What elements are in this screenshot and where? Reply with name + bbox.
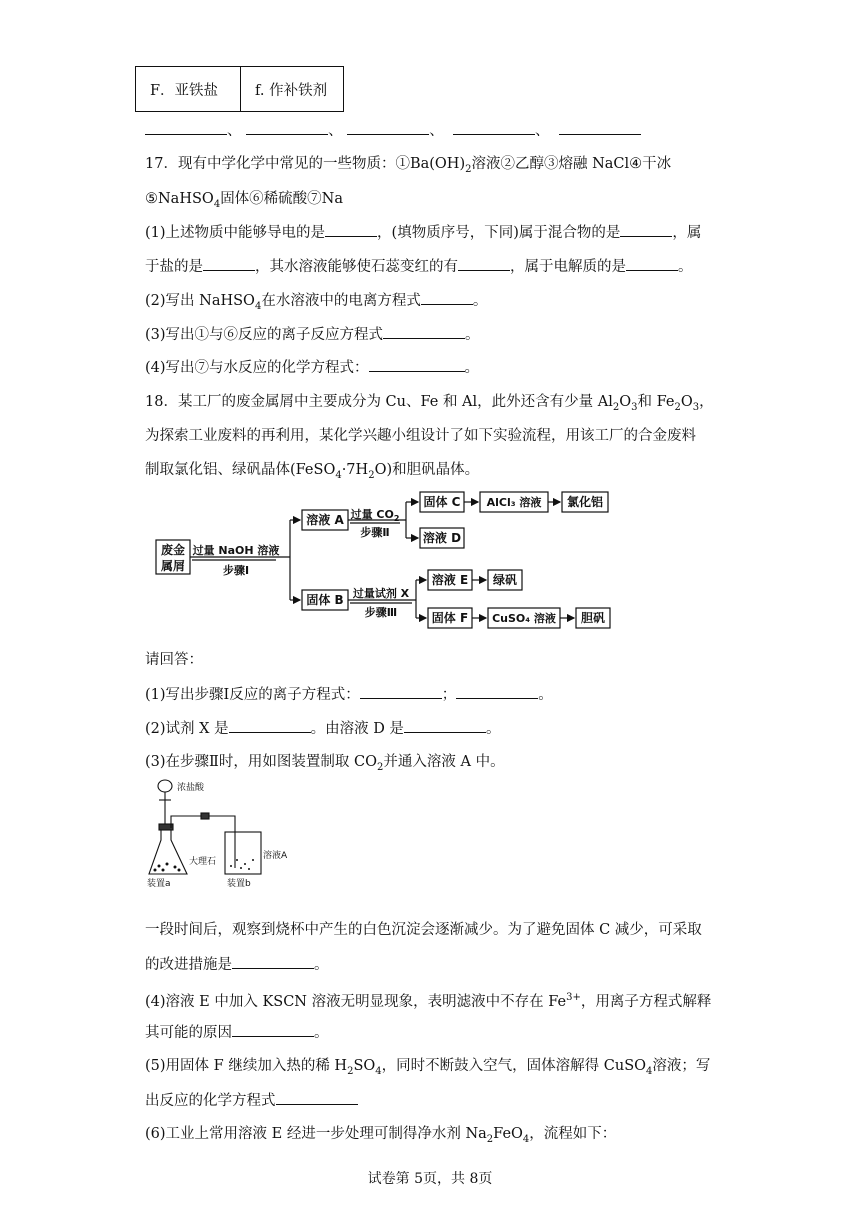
q18-part5	[145, 1056, 710, 1082]
q18-part2	[145, 718, 500, 739]
text: 。	[465, 327, 480, 343]
answer-blank[interactable]	[559, 120, 641, 135]
separator: 、	[534, 123, 550, 139]
sol-d: 溶液 D	[422, 531, 462, 545]
q18-obs-2	[145, 954, 329, 975]
text: 。	[472, 293, 488, 309]
apparatus-diagram	[145, 778, 295, 890]
table-cell-left: F．亚铁盐	[136, 67, 241, 112]
q18-part3	[145, 752, 505, 778]
text: ·7H	[341, 462, 369, 478]
text: 。	[538, 687, 553, 703]
step3-label: 过量试剂 X	[352, 587, 410, 600]
text: 其可能的原因	[145, 1025, 232, 1041]
text: ，属于电解质的是	[510, 259, 626, 275]
answer-blank[interactable]	[229, 718, 311, 733]
separator: 、	[429, 123, 444, 139]
label-device-b: 装置b	[227, 879, 251, 889]
q18-stem-2	[145, 426, 696, 446]
alcl3: AlCl₃ 溶液	[486, 496, 542, 509]
answer-blank[interactable]	[404, 718, 486, 733]
solid-f: 固体 F	[431, 611, 469, 625]
answer-blank[interactable]	[456, 684, 538, 699]
label-sol: 溶液A	[263, 851, 288, 861]
text: 的改进措施是	[145, 957, 232, 973]
answer-blank[interactable]	[453, 120, 535, 135]
flask-a	[149, 830, 187, 874]
matching-table	[135, 66, 344, 112]
text: O)和胆矾晶体。	[374, 462, 480, 478]
label-acid: 浓盐酸	[177, 783, 205, 793]
text: 一段时间后，观察到烧杯中产生的白色沉淀会逐渐减少。为了避免固体 C 减少，可采取	[145, 922, 702, 938]
answer-blank[interactable]	[246, 120, 328, 135]
subscript: 3	[692, 401, 700, 413]
process-flowchart	[150, 486, 620, 632]
q17-part1	[145, 222, 701, 243]
text: 。	[464, 360, 480, 376]
text: 制取氯化铝、绿矾晶体(FeSO	[145, 462, 336, 478]
answer-blank[interactable]	[421, 290, 473, 305]
cuso4: CuSO₄ 溶液	[492, 612, 556, 625]
text: SO	[353, 1058, 376, 1074]
separator: 、	[227, 123, 242, 139]
text: (3)写出①与⑥反应的离子反应方程式	[145, 327, 384, 343]
q17-part2	[145, 290, 487, 317]
text: 和 Fe	[637, 394, 675, 410]
answer-blank[interactable]	[458, 256, 510, 271]
text: 。	[314, 1025, 329, 1041]
subscript: 2	[486, 1133, 494, 1145]
label-device-a: 装置a	[147, 879, 171, 889]
q18-part4-cont	[145, 1022, 329, 1043]
text: 18．某工厂的废金属屑中主要成分为 Cu、Fe 和 Al，此外还含有少量 Al	[145, 394, 613, 410]
text: 。	[678, 259, 693, 275]
answer-blank[interactable]	[369, 357, 465, 372]
q18-part1	[145, 684, 553, 705]
text: (2)写出 NaHSO	[145, 293, 255, 309]
answer-blank[interactable]	[203, 256, 255, 271]
page-footer: 试卷第 5页，共 8页	[367, 1171, 493, 1187]
answer-blank[interactable]	[325, 222, 377, 237]
q17-part4	[145, 357, 479, 378]
text: (3)在步骤Ⅱ时，用如图装置制取 CO	[145, 754, 377, 770]
text: (6)工业上常用溶液 E 经进一步处理可制得净水剂 Na	[145, 1126, 487, 1142]
table-row	[136, 67, 344, 112]
q18-part4	[145, 988, 711, 1012]
clamp	[201, 813, 209, 819]
subscript: 2	[377, 761, 384, 773]
q18-stem-1	[145, 392, 714, 418]
text: ，同时不断鼓入空气，固体溶解得 CuSO	[381, 1058, 647, 1074]
text: O	[680, 394, 693, 410]
q18-please	[145, 650, 203, 670]
text: (1)写出步骤Ⅰ反应的离子方程式：	[145, 687, 360, 703]
text: ，(填物质序号，下同)属于混合物的是	[377, 225, 621, 241]
subscript: 4	[213, 198, 221, 210]
text: (4)溶液 E 中加入 KSCN 溶液无明显现象，表明滤液中不存在 Fe	[145, 993, 567, 1010]
beaker-b	[225, 832, 261, 874]
text: 出反应的化学方程式	[145, 1093, 276, 1109]
text: 固体⑥稀硫酸⑦Na	[220, 191, 344, 207]
step2-sub: 步骤Ⅱ	[360, 526, 390, 539]
text: 为探索工业废料的再利用，某化学兴趣小组设计了如下实验流程，用该工厂的合金废料	[145, 428, 696, 444]
subscript: 4	[375, 1065, 382, 1077]
superscript: 3+	[566, 992, 581, 1003]
product3: 胆矾	[580, 611, 606, 625]
subscript: 4	[522, 1133, 530, 1145]
text: ；	[441, 687, 457, 703]
product1: 氯化铝	[566, 495, 604, 509]
text: 于盐的是	[145, 259, 203, 275]
text: (1)上述物质中能够导电的是	[145, 225, 326, 241]
text: FeO	[493, 1126, 523, 1142]
funnel-bulb	[158, 780, 172, 792]
answer-blank[interactable]	[347, 120, 429, 135]
text: 。	[485, 721, 501, 737]
subscript: 4	[335, 469, 342, 481]
subscript: 2	[465, 163, 472, 175]
text: ，其水溶液能够使石蕊变红的有	[255, 259, 458, 275]
answer-blank[interactable]	[360, 684, 442, 699]
q17-part3	[145, 324, 480, 345]
text: (4)写出⑦与水反应的化学方程式：	[145, 360, 369, 376]
step2-label: 过量 $CO_2$	[350, 508, 400, 523]
text: 并通入溶液 A 中。	[383, 754, 505, 770]
answer-blank[interactable]	[383, 324, 465, 339]
text: 17．现有中学化学中常见的一些物质：①Ba(OH)	[145, 156, 466, 172]
text: (2)试剂 X 是	[145, 721, 229, 737]
subscript: 2	[612, 401, 620, 413]
subscript: 3	[631, 401, 638, 413]
product2: 绿矾	[492, 573, 518, 587]
q18-stem-3	[145, 460, 479, 486]
q18-part6	[145, 1124, 616, 1150]
start-label-bot: 属屑	[160, 559, 186, 573]
answer-blanks-line	[145, 120, 641, 141]
text: ，	[699, 394, 714, 410]
q18-part5-cont	[145, 1090, 358, 1111]
text: ⑤NaHSO	[145, 191, 214, 207]
answer-blank[interactable]	[620, 222, 672, 237]
table-cell-right: f. 作补铁剂	[241, 67, 344, 112]
answer-blank[interactable]	[145, 120, 227, 135]
answer-blank[interactable]	[626, 256, 678, 271]
q18-obs-1	[145, 920, 702, 940]
text: 。由溶液 D 是	[310, 721, 404, 737]
subscript: 4	[646, 1065, 653, 1077]
subscript: 2	[347, 1065, 354, 1077]
text: 请回答：	[145, 652, 203, 668]
answer-blank[interactable]	[232, 1022, 314, 1037]
label-marble: 大理石	[189, 857, 217, 867]
text: O	[619, 394, 632, 410]
sol-a: 溶液 A	[306, 513, 344, 527]
answer-blank[interactable]	[276, 1090, 358, 1105]
step1-sub: 步骤Ⅰ	[222, 564, 250, 577]
q17-stem	[145, 154, 671, 180]
solid-c: 固体 C	[423, 495, 461, 509]
subscript: 2	[674, 401, 681, 413]
sol-e: 溶液 E	[431, 573, 469, 587]
q17-part1-cont	[145, 256, 693, 277]
step3-sub: 步骤Ⅲ	[364, 606, 398, 619]
text: 。	[314, 957, 329, 973]
answer-blank[interactable]	[232, 954, 314, 969]
text: ，属	[672, 225, 702, 241]
text: ，用离子方程式解释	[580, 993, 712, 1010]
step1-label: 过量 NaOH 溶液	[192, 544, 280, 557]
solid-b: 固体 B	[306, 593, 344, 607]
start-label-top: 废金	[160, 543, 186, 557]
subscript: 2	[368, 469, 375, 481]
q17-list	[145, 189, 343, 215]
separator: 、	[328, 123, 343, 139]
text: 溶液②乙醇③熔融 NaCl④干冰	[471, 156, 672, 172]
subscript: 4	[254, 300, 262, 312]
text: 在水溶液中的电离方程式	[261, 293, 421, 309]
text: (5)用固体 F 继续加入热的稀 H	[145, 1058, 348, 1074]
text: 溶液；写	[652, 1058, 711, 1074]
text: ，流程如下：	[529, 1126, 617, 1142]
